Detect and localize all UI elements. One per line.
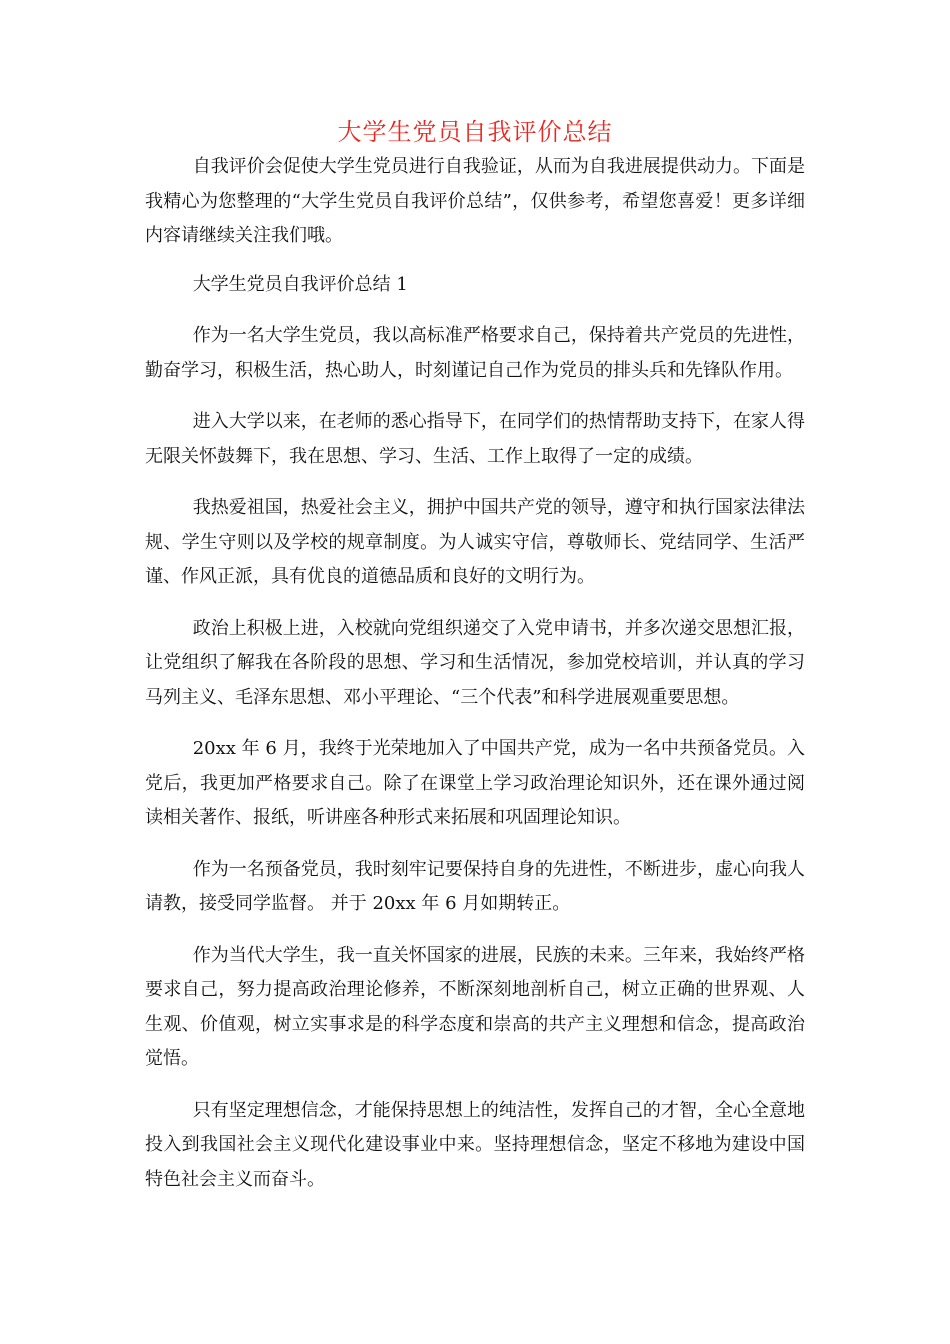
body-paragraph: 20xx 年 6 月，我终于光荣地加入了中国共产党，成为一名中共预备党员。入党后，我更加严格要求自己。除了在课堂上学习政治理论知识外，还在课外通过阅读相关著作、报纸，听讲座各种形式来拓展和巩固理论知识。 bbox=[145, 738, 805, 828]
body-paragraph: 进入大学以来，在老师的悉心指导下，在同学们的热情帮助支持下，在家人得无限关怀鼓舞下，我在思想、学习、生活、工作上取得了一定的成绩。 bbox=[145, 411, 805, 467]
document-body bbox=[145, 150, 805, 1197]
body-paragraph: 只有坚定理想信念，才能保持思想上的纯洁性，发挥自己的才智，全心全意地投入到我国社会主义现代化建设事业中来。坚持理想信念，坚定不移地为建设中国特色社会主义而奋斗。 bbox=[145, 1099, 805, 1190]
document-title: 大学生党员自我评价总结 bbox=[337, 118, 613, 146]
intro-paragraph: 自我评价会促使大学生党员进行自我验证，从而为自我进展提供动力。下面是我精心为您整理的“大学生党员自我评价总结”，仅供参考，希望您喜爱！更多详细内容请继续关注我们哦。 bbox=[145, 156, 805, 246]
body-paragraph: 作为一名预备党员，我时刻牢记要保持自身的先进性，不断进步，虚心向我人请教，接受同学监督。 并于 20xx 年 6 月如期转正。 bbox=[145, 858, 805, 914]
body-paragraph: 作为一名大学生党员，我以高标准严格要求自己，保持着共产党员的先进性，勤奋学习，积极生活，热心助人，时刻谨记自己作为党员的排头兵和先锋队作用。 bbox=[145, 325, 805, 381]
section-heading: 大学生党员自我评价总结 1 bbox=[192, 273, 408, 295]
body-paragraph: 我热爱祖国，热爱社会主义，拥护中国共产党的领导，遵守和执行国家法律法规、学生守则以及学校的规章制度。为人诚实守信，尊敬师长、党结同学、生活严谨、作风正派，具有优良的道德品质和良好的文明行为。 bbox=[145, 497, 805, 587]
body-paragraph: 政治上积极上进，入校就向党组织递交了入党申请书，并多次递交思想汇报，让党组织了解我在各阶段的思想、学习和生活情况，参加党校培训，并认真的学习马列主义、毛泽东思想、邓小平理论、“三个代表”和科学进展观重要思想。 bbox=[145, 617, 805, 708]
body-paragraph: 作为当代大学生，我一直关怀国家的进展，民族的未来。三年来，我始终严格要求自己，努力提高政治理论修养，不断深刻地剖析自己，树立正确的世界观、人生观、价值观，树立实事求是的科学态度和崇高的共产主义理想和信念，提高政治觉悟。 bbox=[145, 944, 805, 1069]
